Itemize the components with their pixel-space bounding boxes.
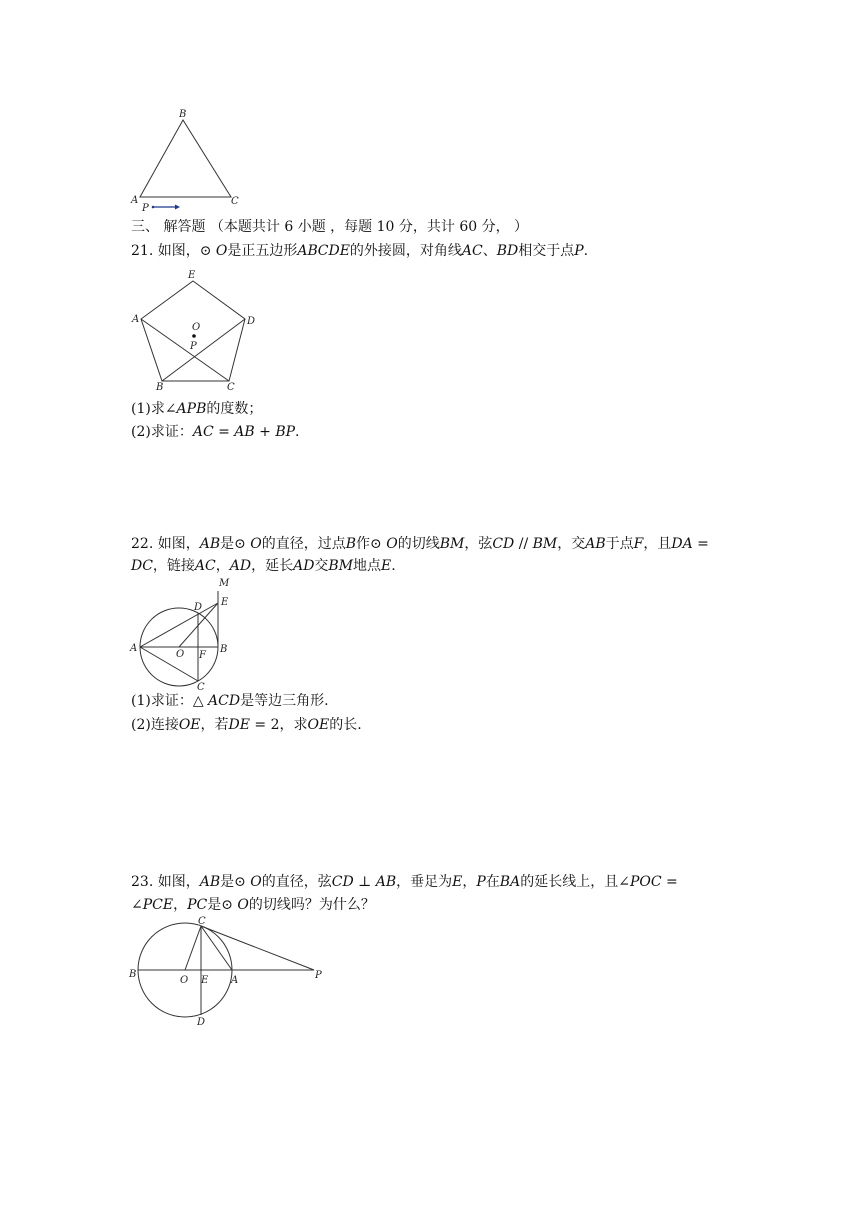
label-m: M <box>219 578 230 589</box>
label-e: E <box>188 270 196 281</box>
label-a: A <box>231 975 239 986</box>
label-c: C <box>197 682 205 693</box>
segment-oc <box>185 926 201 970</box>
label-p: P <box>315 970 322 981</box>
label-o: O <box>180 975 189 986</box>
section-header: 三、 解答题 （本题共计 6 小题 ，每题 10 分，共计 60 分， ） <box>131 219 529 235</box>
label-a: A <box>130 643 138 654</box>
q21-part2: (2)求证：𝐴𝐶 = 𝐴𝐵 + 𝐵𝑃. <box>131 424 300 440</box>
label-b: B <box>156 382 164 393</box>
q22-stem-line1: 22. 如图，𝐴𝐵是⊙ 𝑂的直径，过点𝐵作⊙ 𝑂的切线𝐵𝑀，弦𝐶𝐷 // 𝐵𝑀，交𝐴𝐵于点𝐹，且𝐷𝐴 = <box>131 536 709 552</box>
segment-cp <box>201 926 314 970</box>
q23-stem-line1: 23. 如图，𝐴𝐵是⊙ 𝑂的直径，弦𝐶𝐷 ⊥ 𝐴𝐵，垂足为𝐸，𝑃在𝐵𝐴的延长线上，且∠𝑃𝑂𝐶 = <box>131 874 678 890</box>
label-c: C <box>227 382 235 393</box>
label-e: E <box>201 975 209 986</box>
q22-part2: (2)连接𝑂𝐸，若𝐷𝐸 = 2，求𝑂𝐸的长. <box>131 717 362 733</box>
label-p: P <box>142 203 149 214</box>
label-a: A <box>131 195 139 206</box>
label-d: D <box>247 316 256 327</box>
q22-part1: (1)求证：△ 𝐴𝐶𝐷是等边三角形. <box>131 693 329 709</box>
label-c: C <box>231 196 239 207</box>
label-o: O <box>192 322 201 333</box>
q22-stem-line2: 𝐷𝐶，链接𝐴𝐶，𝐴𝐷，延长𝐴𝐷交𝐵𝑀地点𝐸. <box>131 558 396 574</box>
label-d: D <box>197 1017 206 1028</box>
label-c: C <box>198 916 206 927</box>
label-f: F <box>199 650 206 661</box>
label-p: P <box>190 341 197 352</box>
segment-ca <box>201 926 232 970</box>
label-a: A <box>132 314 140 325</box>
label-b: B <box>129 969 137 980</box>
q23-stem-line2: ∠𝑃𝐶𝐸，𝑃𝐶是⊙ 𝑂的切线吗？为什么？ <box>131 897 375 913</box>
label-b: B <box>220 644 228 655</box>
label-d: D <box>194 602 203 613</box>
q21-part1: (1)求∠𝐴𝑃𝐵的度数； <box>131 401 263 417</box>
q21-stem: 21. 如图，⊙ 𝑂是正五边形𝐴𝐵𝐶𝐷𝐸的外接圆，对角线𝐴𝐶、𝐵𝐷相交于点𝑃. <box>131 243 589 259</box>
label-o: O <box>176 649 185 660</box>
label-e: E <box>221 597 229 608</box>
label-b: B <box>179 109 187 120</box>
